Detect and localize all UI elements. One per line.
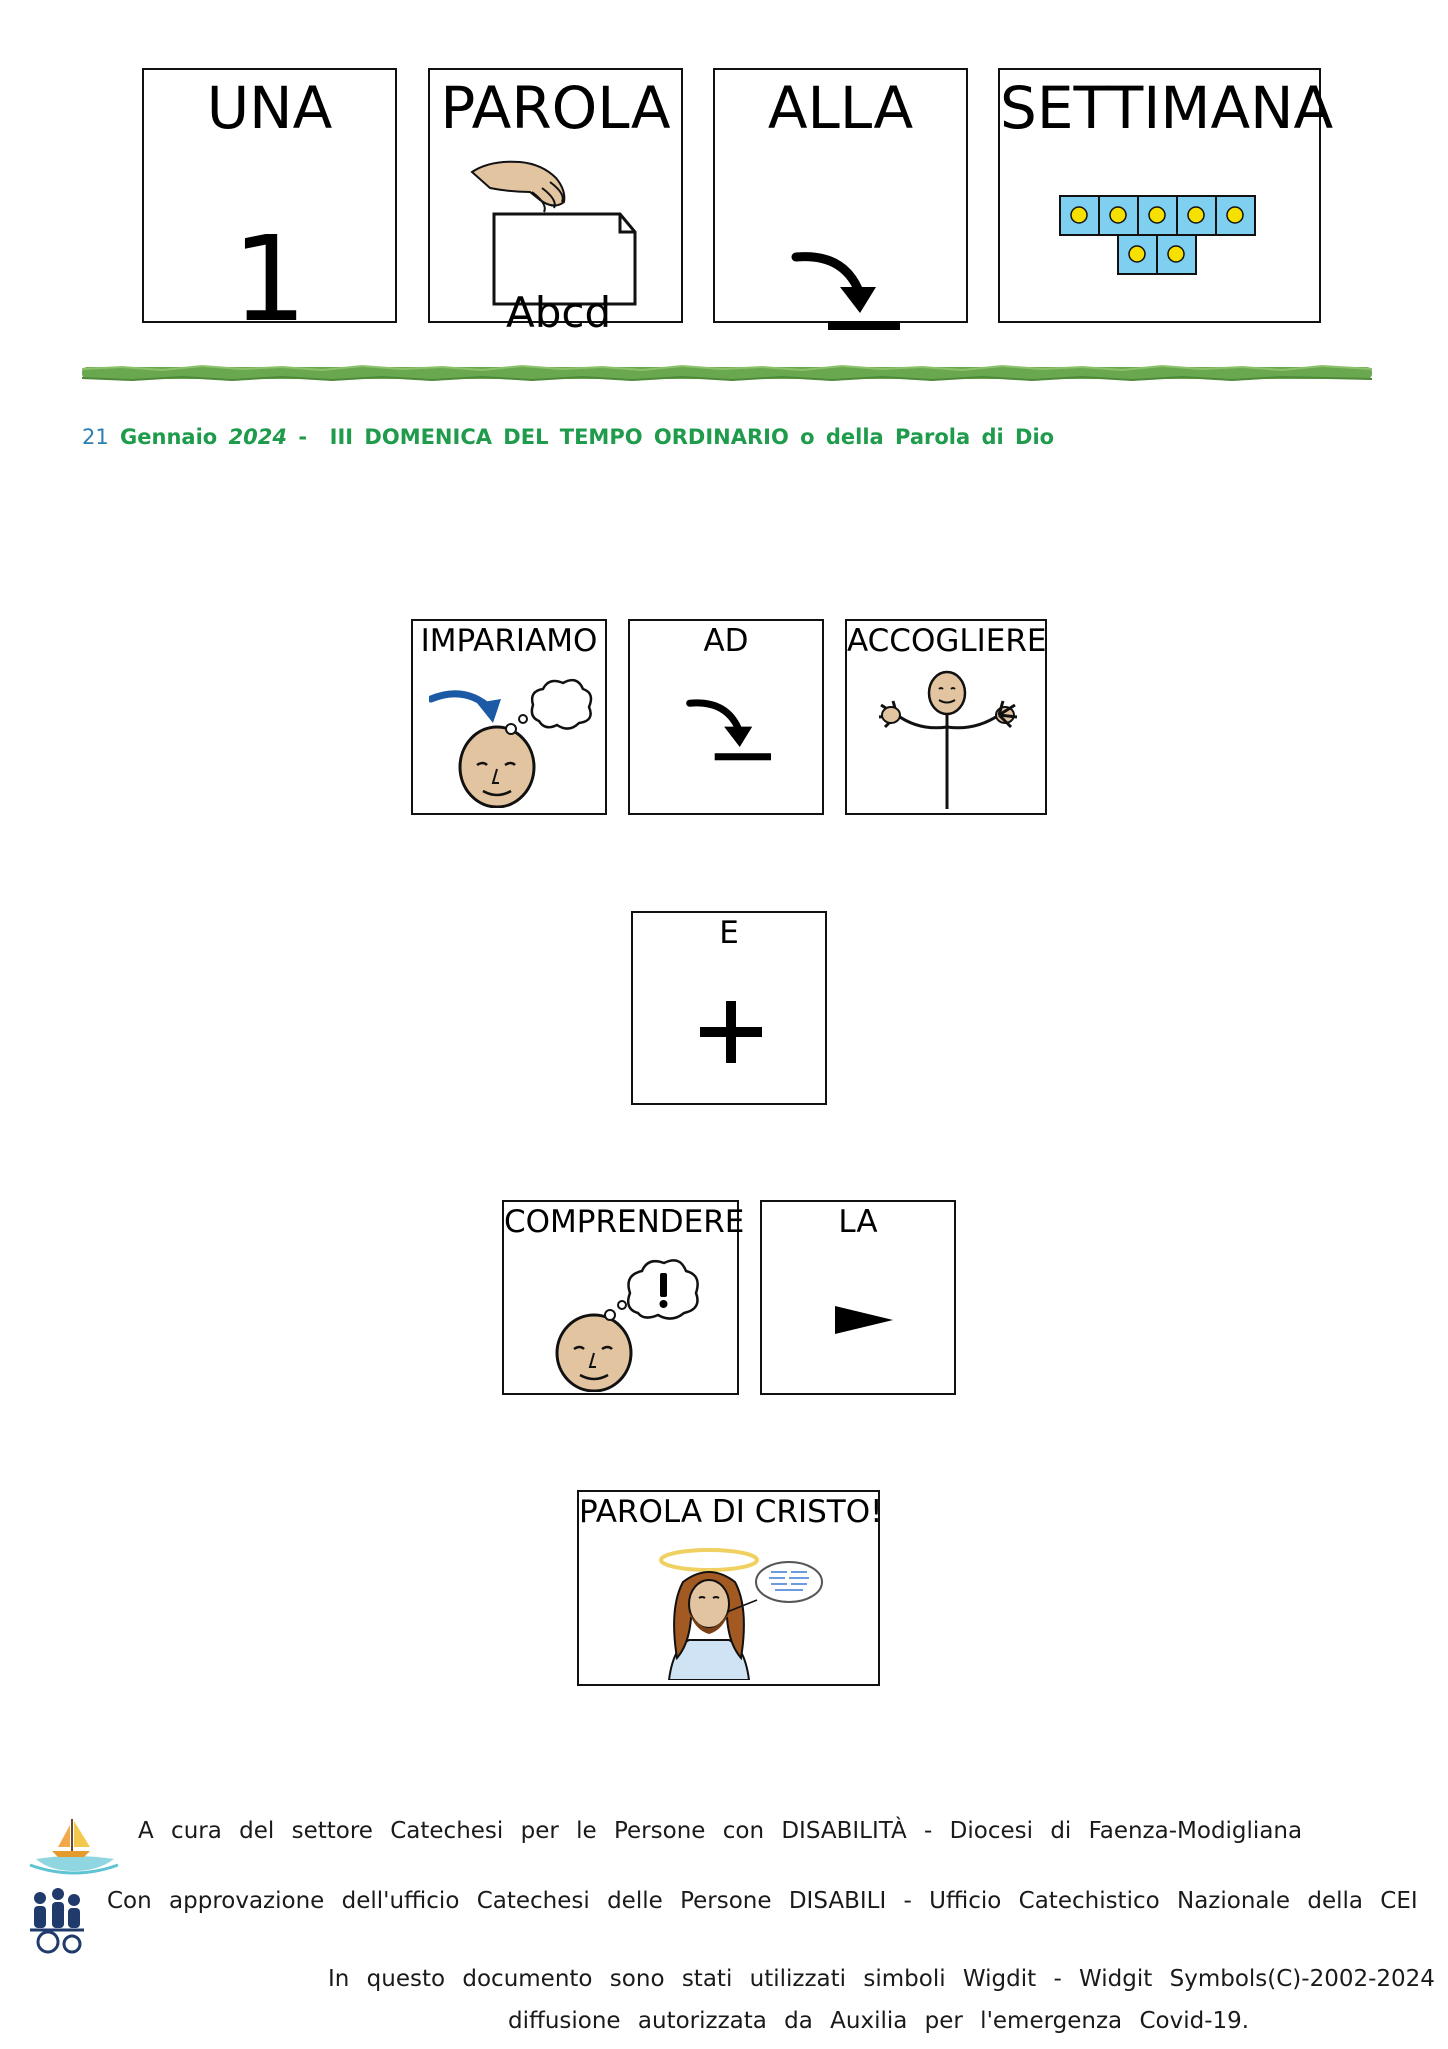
date-heading — [82, 425, 1054, 449]
flag-pointer-icon — [835, 1306, 893, 1336]
date-day: 21 — [82, 425, 109, 449]
footer-authorization-line: diffusione autorizzata da Auxilia per l'emergenza Covid-19. — [508, 2008, 1250, 2034]
occasion-title: III DOMENICA DEL TEMPO ORDINARIO o della Parola di Dio — [329, 425, 1055, 449]
date-month: Gennaio — [120, 425, 218, 449]
title-word-una: UNA — [206, 74, 333, 142]
card-parola-di-cristo — [577, 1490, 883, 1686]
number-one-symbol: 1 — [231, 210, 308, 348]
card-label-ad: AD — [703, 623, 749, 659]
to-arrow-icon — [685, 693, 771, 765]
card-e — [631, 911, 827, 1105]
diocese-boat-logo — [28, 1815, 120, 1877]
title-word-alla: ALLA — [767, 74, 914, 142]
card-label-e: E — [719, 915, 739, 951]
card-label-parola-di-cristo: PAROLA DI CRISTO! — [579, 1494, 883, 1530]
card-accogliere — [845, 619, 1047, 815]
plus-icon — [700, 1001, 762, 1063]
welcome-person-icon — [867, 669, 1029, 811]
abcd-text: Abcd — [506, 288, 612, 337]
footer-symbols-line: In questo documento sono stati utilizzati simboli Wigdit - Widgit Symbols(C)-2002-2024 — [328, 1966, 1435, 1992]
grass-divider — [82, 364, 1372, 382]
learn-head-icon — [429, 673, 594, 808]
title-word-parola: PAROLA — [440, 74, 671, 142]
card-comprendere — [502, 1200, 745, 1395]
title-card-alla — [713, 68, 968, 323]
card-label-impariamo: IMPARIAMO — [420, 623, 598, 659]
week-calendar-icon — [1058, 194, 1258, 284]
card-label-accogliere: ACCOGLIERE — [847, 623, 1047, 659]
date-separator: - — [298, 425, 308, 449]
title-card-settimana — [998, 68, 1334, 323]
date-year: 2024 — [228, 425, 287, 449]
footer-approval-line: Con approvazione dell'ufficio Catechesi delle Persone DISABILI - Ufficio Catechistico Nazionale della CEI — [107, 1888, 1418, 1914]
jesus-speaking-icon — [649, 1548, 824, 1680]
disability-group-logo — [24, 1886, 90, 1956]
footer-credit-line: A cura del settore Catechesi per le Persone con DISABILITÀ - Diocesi di Faenza-Modigliana — [138, 1818, 1303, 1844]
card-impariamo — [411, 619, 607, 815]
card-ad — [628, 619, 824, 815]
card-label-la: LA — [838, 1204, 878, 1240]
title-card-una — [142, 68, 397, 348]
to-arrow-icon — [790, 245, 900, 335]
title-card-parola — [428, 68, 683, 337]
title-word-settimana: SETTIMANA — [1000, 74, 1334, 142]
card-la — [760, 1200, 956, 1395]
card-label-comprendere: COMPRENDERE — [504, 1204, 745, 1240]
understand-head-icon — [544, 1257, 704, 1392]
